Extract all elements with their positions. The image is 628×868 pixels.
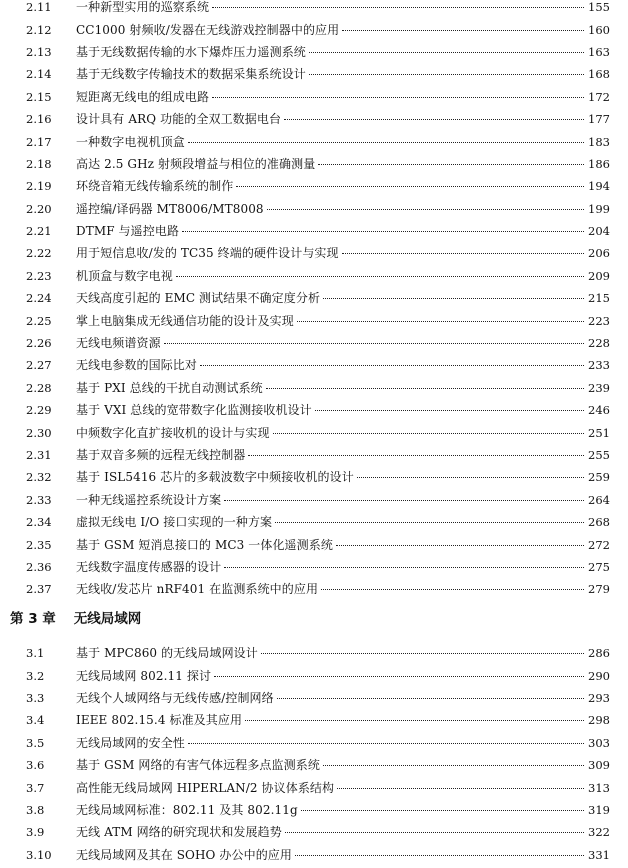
toc-entry-number: 2.37 bbox=[26, 582, 52, 597]
toc-entry-line bbox=[76, 646, 610, 660]
dot-leader bbox=[321, 588, 584, 590]
toc-entry bbox=[0, 466, 628, 488]
toc-entry bbox=[0, 354, 628, 376]
toc-entry-page-number: 160 bbox=[588, 22, 610, 37]
dot-leader bbox=[323, 297, 584, 299]
toc-entry-title: 无线局域网 802.11 探讨 bbox=[76, 668, 212, 683]
toc-entry-page-number: 168 bbox=[588, 67, 610, 82]
toc-entry-number: 3.3 bbox=[26, 690, 45, 705]
toc-entry bbox=[0, 533, 628, 555]
toc-entry-line bbox=[76, 582, 610, 596]
toc-entry-page-number: 309 bbox=[588, 758, 610, 773]
toc-entry bbox=[0, 287, 628, 309]
toc-entry-number: 2.26 bbox=[26, 336, 52, 351]
toc-entry-title: 高性能无线局域网 HIPERLAN/2 协议体系结构 bbox=[76, 780, 335, 795]
toc-entry-page-number: 228 bbox=[588, 336, 610, 351]
dot-leader bbox=[212, 96, 584, 98]
toc-entry-title: 一种新型实用的巡察系统 bbox=[76, 0, 210, 15]
toc-entry-number: 2.12 bbox=[26, 22, 52, 37]
toc-entry-number: 2.18 bbox=[26, 156, 52, 171]
toc-entry-title: 基于无线数据传输的水下爆炸压力遥测系统 bbox=[76, 44, 306, 59]
toc-entry-page-number: 251 bbox=[588, 425, 610, 440]
toc-entry-number: 2.36 bbox=[26, 559, 52, 574]
toc-entry bbox=[0, 444, 628, 466]
dot-leader bbox=[267, 208, 584, 210]
toc-entry-number: 2.22 bbox=[26, 246, 52, 261]
toc-entry-line bbox=[76, 538, 610, 552]
toc-entry-number: 3.6 bbox=[26, 758, 45, 773]
toc-entry-line bbox=[76, 669, 610, 683]
toc-entry bbox=[0, 687, 628, 709]
dot-leader bbox=[261, 652, 584, 654]
toc-entry-title: 基于无线数字传输技术的数据采集系统设计 bbox=[76, 67, 306, 82]
toc-entry-title: 无线电参数的国际比对 bbox=[76, 358, 198, 373]
toc-entry-page-number: 313 bbox=[588, 780, 610, 795]
dot-leader bbox=[318, 163, 584, 165]
toc-entry-line bbox=[76, 825, 610, 839]
toc-entry-page-number: 239 bbox=[588, 380, 610, 395]
toc-entry-number: 2.13 bbox=[26, 44, 52, 59]
toc-entry bbox=[0, 265, 628, 287]
toc-entry-page-number: 264 bbox=[588, 492, 610, 507]
toc-entry-page-number: 204 bbox=[588, 224, 610, 239]
toc-entry bbox=[0, 642, 628, 664]
toc-entry-page-number: 163 bbox=[588, 44, 610, 59]
toc-entry bbox=[0, 421, 628, 443]
toc-entry-line bbox=[76, 157, 610, 171]
dot-leader bbox=[236, 185, 584, 187]
toc-entry bbox=[0, 0, 628, 18]
dot-leader bbox=[284, 118, 584, 120]
toc-entry-page-number: 268 bbox=[588, 515, 610, 530]
dot-leader bbox=[342, 29, 584, 31]
toc-entry-line bbox=[76, 269, 610, 283]
toc-entry-page-number: 155 bbox=[588, 0, 610, 15]
toc-entry-title: 无线收/发芯片 nRF401 在监测系统中的应用 bbox=[76, 582, 319, 597]
toc-entry-page-number: 172 bbox=[588, 89, 610, 104]
toc-entry-line bbox=[76, 224, 610, 238]
toc-entry bbox=[0, 377, 628, 399]
toc-entry-line bbox=[76, 246, 610, 260]
toc-entry bbox=[0, 220, 628, 242]
toc-entry-line bbox=[76, 381, 610, 395]
toc-entry-number: 2.31 bbox=[26, 448, 52, 462]
toc-entry-page-number: 194 bbox=[588, 179, 610, 194]
toc-entry-page-number: 233 bbox=[588, 358, 610, 373]
dot-leader bbox=[182, 230, 584, 232]
toc-entry-number: 2.33 bbox=[26, 492, 52, 507]
toc-entry-number: 2.34 bbox=[26, 515, 52, 530]
toc-entry-number: 2.24 bbox=[26, 291, 52, 306]
toc-entry-line bbox=[76, 314, 610, 328]
toc-entry-number: 3.8 bbox=[26, 802, 45, 817]
toc-entry-number: 3.9 bbox=[26, 825, 45, 840]
toc-entry-page-number: 209 bbox=[588, 268, 610, 283]
toc-entry-title: 基于双音多频的远程无线控制器 bbox=[76, 448, 246, 462]
dot-leader bbox=[295, 854, 584, 856]
toc-entry-title: 用于短信息收/发的 TC35 终端的硬件设计与实现 bbox=[76, 246, 339, 261]
toc-entry-title: 无线电频谱资源 bbox=[76, 336, 161, 351]
toc-entry-line bbox=[76, 426, 610, 440]
toc-entry bbox=[0, 86, 628, 108]
dot-leader bbox=[188, 742, 584, 744]
dot-leader bbox=[336, 544, 584, 546]
toc-entry-number: 2.23 bbox=[26, 268, 52, 283]
toc-entry-number: 3.5 bbox=[26, 735, 45, 750]
toc-entry-number: 2.16 bbox=[26, 112, 52, 127]
toc-entry-title: 无线数字温度传感器的设计 bbox=[76, 559, 222, 574]
chapter-title: 无线局域网 bbox=[73, 611, 142, 627]
toc-entry-page-number: 298 bbox=[588, 713, 610, 728]
toc-entry-number: 3.4 bbox=[26, 713, 45, 728]
toc-entry-line bbox=[76, 336, 610, 350]
toc-entry-line bbox=[76, 90, 610, 104]
toc-entry bbox=[0, 578, 628, 600]
toc-entry-number: 2.35 bbox=[26, 537, 52, 552]
toc-entry-line bbox=[76, 0, 610, 14]
toc-entry-line bbox=[76, 23, 610, 37]
dot-leader bbox=[301, 809, 584, 811]
toc-entry-number: 2.17 bbox=[26, 134, 52, 149]
toc-entry-title: 设计具有 ARQ 功能的全双工数据电台 bbox=[76, 112, 282, 127]
toc-entry-line bbox=[76, 781, 610, 795]
toc-entry-page-number: 206 bbox=[588, 246, 610, 261]
dot-leader bbox=[297, 320, 584, 322]
toc-entry-line bbox=[76, 202, 610, 216]
toc-entry bbox=[0, 130, 628, 152]
toc-entry-number: 3.1 bbox=[26, 646, 45, 661]
toc-entry-line bbox=[76, 803, 610, 817]
toc-entry-title: 掌上电脑集成无线通信功能的设计及实现 bbox=[76, 313, 294, 328]
toc-entry-page-number: 303 bbox=[588, 735, 610, 750]
toc-entry-title: 无线 ATM 网络的研究现状和发展趋势 bbox=[76, 825, 282, 840]
toc-entry-line bbox=[76, 135, 610, 149]
toc-entry bbox=[0, 153, 628, 175]
dot-leader bbox=[188, 141, 584, 143]
toc-entry-title: 机顶盒与数字电视 bbox=[76, 268, 173, 283]
toc-entry-title: 短距离无线电的组成电路 bbox=[76, 89, 210, 104]
toc-entry bbox=[0, 511, 628, 533]
dot-leader bbox=[200, 364, 584, 366]
toc-entry-page-number: 331 bbox=[588, 847, 610, 862]
toc-entry-line bbox=[76, 736, 610, 750]
dot-leader bbox=[245, 719, 584, 721]
dot-leader bbox=[176, 275, 584, 277]
toc-entry-title: 一种无线遥控系统设计方案 bbox=[76, 492, 222, 507]
toc-entry-title: 环绕音箱无线传输系统的制作 bbox=[76, 179, 234, 194]
toc-entry-page-number: 259 bbox=[588, 470, 610, 485]
toc-entry-title: 无线局域网标准：802.11 及其 802.11g bbox=[76, 802, 298, 817]
toc-entry-title: 虚拟无线电 I/O 接口实现的一种方案 bbox=[76, 515, 273, 530]
toc-entry-number: 2.28 bbox=[26, 380, 52, 395]
dot-leader bbox=[224, 499, 584, 501]
dot-leader bbox=[342, 252, 584, 254]
toc-entry-page-number: 286 bbox=[588, 646, 610, 661]
dot-leader bbox=[275, 521, 584, 523]
toc-entry-page-number: 223 bbox=[588, 313, 610, 328]
toc-entry-line bbox=[76, 560, 610, 574]
toc-entry-title: 中频数字化直扩接收机的设计与实现 bbox=[76, 425, 270, 440]
toc-entry-title: 基于 PXI 总线的干扰自动测试系统 bbox=[76, 380, 263, 395]
toc-entry-page-number: 255 bbox=[588, 448, 610, 462]
toc-entry-number: 2.19 bbox=[26, 179, 52, 194]
toc-entry-line bbox=[76, 67, 610, 81]
toc-section-3-list bbox=[0, 642, 628, 866]
toc-entry bbox=[0, 41, 628, 63]
toc-entry-number: 2.25 bbox=[26, 313, 52, 328]
toc-entry-number: 3.7 bbox=[26, 780, 45, 795]
toc-entry-page-number: 293 bbox=[588, 690, 610, 705]
dot-leader bbox=[285, 831, 584, 833]
toc-entry-line bbox=[76, 112, 610, 126]
toc-entry-line bbox=[76, 691, 610, 705]
toc-entry-number: 2.27 bbox=[26, 358, 52, 373]
toc-entry-page-number: 186 bbox=[588, 156, 610, 171]
toc-entry-number: 2.30 bbox=[26, 425, 52, 440]
toc-entry-title: 遥控编/译码器 MT8006/MT8008 bbox=[76, 201, 264, 216]
dot-leader bbox=[212, 6, 584, 8]
toc-entry-line bbox=[76, 848, 610, 862]
dot-leader bbox=[266, 387, 584, 389]
toc-entry bbox=[0, 664, 628, 686]
toc-entry-line bbox=[76, 515, 610, 529]
dot-leader bbox=[309, 51, 584, 53]
toc-entry-title: DTMF 与遥控电路 bbox=[76, 224, 180, 239]
toc-entry-number: 2.15 bbox=[26, 89, 52, 104]
toc-entry bbox=[0, 309, 628, 331]
dot-leader bbox=[277, 697, 584, 699]
toc-entry-page-number: 319 bbox=[588, 802, 610, 817]
toc-entry-line bbox=[76, 470, 610, 484]
toc-entry-title: 无线局域网的安全性 bbox=[76, 735, 185, 750]
toc-entry-line bbox=[76, 291, 610, 305]
toc-entry bbox=[0, 732, 628, 754]
dot-leader bbox=[248, 454, 584, 456]
toc-entry-number: 2.20 bbox=[26, 201, 52, 216]
dot-leader bbox=[323, 764, 584, 766]
chapter-3-heading bbox=[10, 606, 141, 628]
toc-entry-title: 一种数字电视机顶盒 bbox=[76, 134, 185, 149]
toc-entry-page-number: 177 bbox=[588, 112, 610, 127]
toc-entry-line bbox=[76, 448, 610, 462]
toc-entry-title: 无线局域网及其在 SOHO 办公中的应用 bbox=[76, 847, 292, 862]
toc-entry bbox=[0, 776, 628, 798]
toc-entry-page-number: 183 bbox=[588, 134, 610, 149]
toc-entry-number: 2.32 bbox=[26, 470, 52, 485]
toc-entry-page-number: 246 bbox=[588, 403, 610, 418]
toc-entry-number: 3.10 bbox=[26, 847, 52, 862]
toc-entry-number: 3.2 bbox=[26, 668, 45, 683]
toc-entry-page-number: 275 bbox=[588, 559, 610, 574]
dot-leader bbox=[337, 787, 584, 789]
toc-entry-page-number: 290 bbox=[588, 668, 610, 683]
toc-entry bbox=[0, 242, 628, 264]
toc-entry bbox=[0, 489, 628, 511]
toc-entry bbox=[0, 844, 628, 866]
toc-entry-line bbox=[76, 758, 610, 772]
toc-entry-title: 基于 GSM 短消息接口的 MC3 一体化遥测系统 bbox=[76, 537, 333, 552]
toc-entry-title: 天线高度引起的 EMC 测试结果不确定度分析 bbox=[76, 291, 321, 306]
dot-leader bbox=[214, 675, 584, 677]
toc-entry bbox=[0, 709, 628, 731]
toc-entry bbox=[0, 18, 628, 40]
toc-entry bbox=[0, 556, 628, 578]
toc-entry-title: 基于 VXI 总线的宽带数字化监测接收机设计 bbox=[76, 403, 312, 418]
toc-entry-number: 2.29 bbox=[26, 403, 52, 418]
toc-entry-number: 2.11 bbox=[26, 0, 52, 15]
toc-entry-page-number: 199 bbox=[588, 201, 610, 216]
toc-entry-line bbox=[76, 493, 610, 507]
toc-entry-page-number: 279 bbox=[588, 582, 610, 597]
toc-entry-title: 基于 MPC860 的无线局域网设计 bbox=[76, 646, 258, 661]
toc-entry-page-number: 272 bbox=[588, 537, 610, 552]
toc-entry bbox=[0, 198, 628, 220]
toc-entry-line bbox=[76, 403, 610, 417]
toc-entry-title: 无线个人域网络与无线传感/控制网络 bbox=[76, 690, 274, 705]
toc-entry-line bbox=[76, 179, 610, 193]
toc-entry bbox=[0, 754, 628, 776]
toc-entry-line bbox=[76, 713, 610, 727]
dot-leader bbox=[273, 432, 584, 434]
dot-leader bbox=[357, 476, 584, 478]
toc-entry-number: 2.21 bbox=[26, 224, 52, 239]
toc-entry-title: CC1000 射频收/发器在无线游戏控制器中的应用 bbox=[76, 22, 340, 37]
toc-entry-line bbox=[76, 358, 610, 372]
chapter-label: 第 3 章 bbox=[10, 611, 56, 627]
toc-entry-title: 基于 GSM 网络的有害气体远程多点监测系统 bbox=[76, 758, 320, 773]
dot-leader bbox=[224, 566, 584, 568]
toc-entry bbox=[0, 399, 628, 421]
toc-entry bbox=[0, 799, 628, 821]
toc-entry bbox=[0, 63, 628, 85]
toc-entry-line bbox=[76, 45, 610, 59]
toc-entry bbox=[0, 821, 628, 843]
toc-entry-title: 基于 ISL5416 芯片的多载波数字中频接收机的设计 bbox=[76, 470, 354, 485]
toc-entry-title: IEEE 802.15.4 标准及其应用 bbox=[76, 713, 243, 728]
toc-entry bbox=[0, 175, 628, 197]
dot-leader bbox=[315, 409, 584, 411]
toc-entry-page-number: 215 bbox=[588, 291, 610, 306]
toc-entry bbox=[0, 332, 628, 354]
toc-entry-page-number: 322 bbox=[588, 825, 610, 840]
toc-entry bbox=[0, 108, 628, 130]
toc-entry-title: 高达 2.5 GHz 射频段增益与相位的准确测量 bbox=[76, 156, 316, 171]
toc-entry-number: 2.14 bbox=[26, 67, 52, 82]
dot-leader bbox=[309, 73, 584, 75]
dot-leader bbox=[164, 342, 584, 344]
